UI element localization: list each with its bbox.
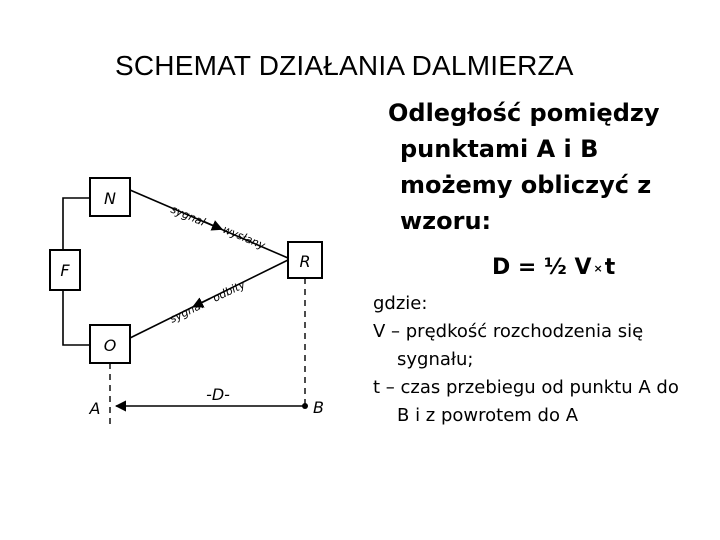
box-r — [288, 242, 322, 278]
point-a-label: A — [89, 399, 101, 418]
point-b-dot — [302, 403, 308, 409]
distance-label: -D- — [206, 385, 230, 404]
formula-times: × — [593, 261, 603, 275]
box-o — [90, 325, 130, 363]
sent-label-2: wysłany — [220, 222, 267, 253]
intro-line-4: wzoru: — [400, 207, 492, 235]
definitions — [373, 290, 718, 430]
definitions-heading: gdzie: — [373, 293, 428, 314]
definition-t-cont: B i z powrotem do A — [397, 405, 579, 426]
reflected-label-1: sygnał — [167, 298, 206, 326]
box-n — [90, 178, 130, 216]
intro-line-1: Odległość pomiędzy — [388, 99, 660, 127]
definition-v-cont: sygnału; — [397, 349, 474, 370]
definition-t: t – czas przebiegu od punktu A do — [373, 377, 679, 398]
page-title: SCHEMAT DZIAŁANIA DALMIERZA — [115, 50, 574, 81]
box-o-label: O — [103, 336, 117, 355]
box-r-label: R — [299, 252, 311, 271]
box-f — [50, 250, 80, 290]
point-b-label: B — [313, 398, 324, 417]
distance-formula — [492, 255, 615, 280]
box-n-label: N — [104, 189, 116, 208]
box-f-label: F — [60, 261, 70, 280]
intro-line-3: możemy obliczyć z — [400, 171, 652, 199]
formula-right: t — [604, 255, 616, 280]
definition-v: V – prędkość rozchodzenia się — [373, 321, 644, 342]
formula-left: D = ½ V — [492, 255, 592, 280]
reflected-label-2: odbity — [210, 277, 248, 305]
sent-signal-arrow — [205, 222, 222, 229]
intro-line-2: punktami A i B — [400, 135, 599, 163]
intro-text — [388, 95, 688, 239]
sent-label-1: sygnał — [168, 202, 208, 229]
